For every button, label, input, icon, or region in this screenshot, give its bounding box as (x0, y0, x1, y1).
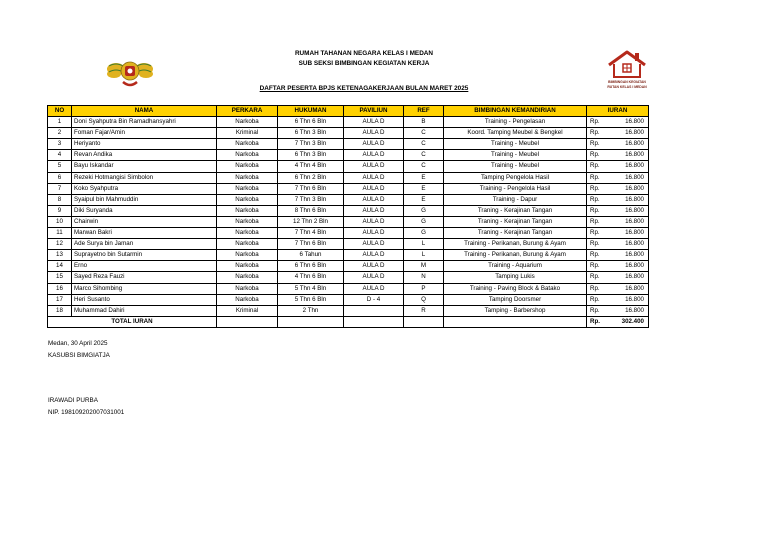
cell-ref: L (404, 250, 444, 261)
cell-ref: N (404, 272, 444, 283)
table-row (48, 283, 649, 294)
cell-nama: Diki Suryanda (72, 205, 217, 216)
table-row (48, 305, 649, 316)
cell-nama: Bayu Iskandar (72, 161, 217, 172)
cell-iuran: 16.800 (609, 139, 649, 150)
total-label: TOTAL IURAN (48, 316, 217, 327)
col-header-ref: REF (404, 106, 444, 117)
cell-no: 6 (48, 172, 72, 183)
table-row (48, 294, 649, 305)
cell-currency: Rp. (587, 216, 609, 227)
cell-hukuman: 12 Thn 2 Bln (278, 216, 344, 227)
table-row (48, 183, 649, 194)
cell-no: 17 (48, 294, 72, 305)
cell-paviliun: AULA D (344, 183, 404, 194)
table-row (48, 205, 649, 216)
cell-perkara: Narkoba (217, 205, 278, 216)
table-row (48, 128, 649, 139)
cell-bimbingan: Training - Perikanan, Burung & Ayam (444, 250, 587, 261)
table-row (48, 150, 649, 161)
cell-ref: E (404, 183, 444, 194)
cell-ref: C (404, 150, 444, 161)
cell-ref: P (404, 283, 444, 294)
col-header-iuran: IURAN (587, 106, 649, 117)
cell-currency: Rp. (587, 261, 609, 272)
cell-ref: L (404, 239, 444, 250)
logo-caption-1: BIMBINGAN KEGIATAN (608, 80, 646, 84)
cell-hukuman: 6 Thn 6 Bln (278, 117, 344, 128)
cell-iuran: 16.800 (609, 239, 649, 250)
cell-hukuman: 7 Thn 6 Bln (278, 183, 344, 194)
cell-perkara: Narkoba (217, 150, 278, 161)
cell-paviliun: AULA D (344, 161, 404, 172)
cell-iuran: 16.800 (609, 117, 649, 128)
cell-perkara: Narkoba (217, 228, 278, 239)
cell-nama: Koko Syahputra (72, 183, 217, 194)
cell-hukuman: 8 Thn 6 Bln (278, 205, 344, 216)
cell-iuran: 16.800 (609, 172, 649, 183)
cell-paviliun: AULA D (344, 139, 404, 150)
cell-ref: Q (404, 294, 444, 305)
cell-bimbingan: Training - Pengelasan (444, 117, 587, 128)
cell-perkara: Narkoba (217, 250, 278, 261)
cell-currency: Rp. (587, 150, 609, 161)
cell-no: 4 (48, 150, 72, 161)
cell-iuran: 16.800 (609, 205, 649, 216)
cell-perkara: Narkoba (217, 117, 278, 128)
cell-nama: Ade Surya bin Jaman (72, 239, 217, 250)
cell-perkara: Narkoba (217, 194, 278, 205)
cell-paviliun: AULA D (344, 150, 404, 161)
cell-bimbingan: Training - Meubel (444, 139, 587, 150)
cell-paviliun: AULA D (344, 261, 404, 272)
cell-nama: Chairwin (72, 216, 217, 227)
table-row (48, 272, 649, 283)
cell-no: 11 (48, 228, 72, 239)
cell-hukuman: 2 Thn (278, 305, 344, 316)
cell-no: 7 (48, 183, 72, 194)
col-header-perkara: PERKARA (217, 106, 278, 117)
cell-iuran: 16.800 (609, 283, 649, 294)
cell-iuran: 16.800 (609, 261, 649, 272)
cell-iuran: 16.800 (609, 294, 649, 305)
cell-currency: Rp. (587, 117, 609, 128)
cell-ref: M (404, 261, 444, 272)
cell-currency: Rp. (587, 205, 609, 216)
cell-hukuman: 5 Thn 6 Bln (278, 294, 344, 305)
cell-paviliun: AULA D (344, 172, 404, 183)
cell-no: 5 (48, 161, 72, 172)
cell-ref: G (404, 228, 444, 239)
cell-no: 14 (48, 261, 72, 272)
cell-currency: Rp. (587, 194, 609, 205)
cell-hukuman: 7 Thn 6 Bln (278, 239, 344, 250)
cell-bimbingan: Tamping - Barbershop (444, 305, 587, 316)
cell-nama: Heriyanto (72, 139, 217, 150)
cell-nama: Syaipul bin Mahmuddin (72, 194, 217, 205)
signer-nip: NIP. 198109202007031001 (48, 409, 125, 416)
cell-ref: G (404, 216, 444, 227)
col-header-nama: NAMA (72, 106, 217, 117)
cell-nama: Sayed Reza Fauzi (72, 272, 217, 283)
cell-nama: Revan Andika (72, 150, 217, 161)
cell-paviliun: AULA D (344, 283, 404, 294)
table-row (48, 261, 649, 272)
department-name: SUB SEKSI BIMBINGAN KEGIATAN KERJA (298, 60, 430, 67)
cell-no: 16 (48, 283, 72, 294)
col-header-bimbingan: BIMBINGAN KEMANDIRIAN (444, 106, 587, 117)
cell-no: 13 (48, 250, 72, 261)
cell-currency: Rp. (587, 183, 609, 194)
cell-no: 12 (48, 239, 72, 250)
cell-currency: Rp. (587, 305, 609, 316)
cell-no: 9 (48, 205, 72, 216)
logo-caption-2: RUTAN KELAS I MEDAN (607, 85, 647, 89)
cell-bimbingan: Tamping Lukis (444, 272, 587, 283)
cell-ref: C (404, 161, 444, 172)
col-header-no: NO (48, 106, 72, 117)
total-amount: 302.400 (609, 316, 649, 327)
cell-perkara: Kriminal (217, 128, 278, 139)
cell-nama: Suprayetno bin Sutarmin (72, 250, 217, 261)
cell-iuran: 16.800 (609, 150, 649, 161)
cell-ref: C (404, 128, 444, 139)
table-row (48, 250, 649, 261)
cell-iuran: 16.800 (609, 128, 649, 139)
total-currency: Rp. (587, 316, 609, 327)
col-header-hukuman: HUKUMAN (278, 106, 344, 117)
cell-bimbingan: Traning - Kerajinan Tangan (444, 205, 587, 216)
cell-nama: Erno (72, 261, 217, 272)
cell-iuran: 16.800 (609, 305, 649, 316)
cell-ref: C (404, 139, 444, 150)
cell-nama: Rezeki Hotmangisi Simbolon (72, 172, 217, 183)
cell-paviliun (344, 305, 404, 316)
place-date: Medan, 30 April 2025 (48, 340, 108, 347)
cell-paviliun: AULA D (344, 205, 404, 216)
cell-iuran: 16.800 (609, 161, 649, 172)
cell-bimbingan: Training - Meubel (444, 161, 587, 172)
institution-name: RUMAH TAHANAN NEGARA KELAS I MEDAN (294, 50, 434, 57)
table-row (48, 228, 649, 239)
cell-bimbingan: Training - Meubel (444, 150, 587, 161)
signer-position: KASUBSI BIMGIATJA (48, 352, 110, 359)
cell-currency: Rp. (587, 128, 609, 139)
cell-paviliun: AULA D (344, 239, 404, 250)
cell-hukuman: 7 Thn 3 Bln (278, 139, 344, 150)
table-header-row (48, 106, 649, 117)
cell-paviliun: AULA D (344, 272, 404, 283)
cell-nama: Marwan Bakri (72, 228, 217, 239)
table-row (48, 161, 649, 172)
col-header-paviliun: PAVILIUN (344, 106, 404, 117)
cell-no: 2 (48, 128, 72, 139)
table-row (48, 216, 649, 227)
cell-bimbingan: Training - Dapur (444, 194, 587, 205)
cell-currency: Rp. (587, 294, 609, 305)
cell-iuran: 16.800 (609, 216, 649, 227)
cell-ref: R (404, 305, 444, 316)
table-body (48, 117, 649, 317)
cell-bimbingan: Tamping Doorsmer (444, 294, 587, 305)
cell-nama: Muhammad Dahiri (72, 305, 217, 316)
cell-bimbingan: Training - Aquarium (444, 261, 587, 272)
cell-perkara: Narkoba (217, 294, 278, 305)
cell-hukuman: 6 Thn 6 Bln (278, 261, 344, 272)
cell-paviliun: AULA D (344, 194, 404, 205)
cell-nama: Heri Susanto (72, 294, 217, 305)
cell-bimbingan: Traning - Kerajinan Tangan (444, 216, 587, 227)
cell-perkara: Narkoba (217, 172, 278, 183)
cell-paviliun: AULA D (344, 128, 404, 139)
cell-currency: Rp. (587, 272, 609, 283)
cell-perkara: Narkoba (217, 216, 278, 227)
cell-hukuman: 6 Tahun (278, 250, 344, 261)
cell-hukuman: 7 Thn 3 Bln (278, 194, 344, 205)
cell-no: 18 (48, 305, 72, 316)
cell-perkara: Narkoba (217, 283, 278, 294)
cell-currency: Rp. (587, 139, 609, 150)
cell-iuran: 16.800 (609, 272, 649, 283)
cell-perkara: Narkoba (217, 261, 278, 272)
cell-paviliun: AULA D (344, 250, 404, 261)
cell-bimbingan: Traning - Kerajinan Tangan (444, 228, 587, 239)
document-title: DAFTAR PESERTA BPJS KETENAGAKERJAAN BULAN MARET 2025 (259, 85, 469, 92)
cell-no: 10 (48, 216, 72, 227)
cell-iuran: 16.800 (609, 194, 649, 205)
cell-currency: Rp. (587, 239, 609, 250)
table-row (48, 194, 649, 205)
cell-ref: G (404, 205, 444, 216)
cell-bimbingan: Koord. Tamping Meubel & Bengkel (444, 128, 587, 139)
cell-currency: Rp. (587, 250, 609, 261)
table-row (48, 117, 649, 128)
cell-ref: E (404, 194, 444, 205)
signer-name: IRAWADI PURBA (48, 397, 98, 404)
cell-no: 15 (48, 272, 72, 283)
cell-perkara: Narkoba (217, 239, 278, 250)
cell-perkara: Narkoba (217, 161, 278, 172)
cell-hukuman: 4 Thn 6 Bln (278, 272, 344, 283)
cell-iuran: 16.800 (609, 250, 649, 261)
cell-paviliun: D - 4 (344, 294, 404, 305)
cell-bimbingan: Tamping Pengelola Hasil (444, 172, 587, 183)
cell-iuran: 16.800 (609, 183, 649, 194)
cell-bimbingan: Training - Perikanan, Burung & Ayam (444, 239, 587, 250)
table-row (48, 172, 649, 183)
cell-nama: Foman Fajar/Amin (72, 128, 217, 139)
cell-perkara: Narkoba (217, 183, 278, 194)
table-row (48, 139, 649, 150)
cell-no: 3 (48, 139, 72, 150)
cell-perkara: Narkoba (217, 272, 278, 283)
cell-perkara: Narkoba (217, 139, 278, 150)
cell-hukuman: 5 Thn 4 Bln (278, 283, 344, 294)
cell-nama: Marco Sihombing (72, 283, 217, 294)
total-row (48, 316, 649, 327)
cell-perkara: Kriminal (217, 305, 278, 316)
cell-ref: B (404, 117, 444, 128)
cell-nama: Doni Syahputra Bin Ramadhansyahri (72, 117, 217, 128)
cell-currency: Rp. (587, 172, 609, 183)
cell-bimbingan: Training - Paving Block & Batako (444, 283, 587, 294)
cell-ref: E (404, 172, 444, 183)
cell-no: 1 (48, 117, 72, 128)
cell-hukuman: 7 Thn 4 Bln (278, 228, 344, 239)
cell-hukuman: 6 Thn 2 Bln (278, 172, 344, 183)
cell-currency: Rp. (587, 283, 609, 294)
cell-paviliun: AULA D (344, 117, 404, 128)
cell-no: 8 (48, 194, 72, 205)
cell-iuran: 16.800 (609, 228, 649, 239)
cell-bimbingan: Training - Pengelola Hasil (444, 183, 587, 194)
cell-currency: Rp. (587, 161, 609, 172)
table-row (48, 239, 649, 250)
cell-hukuman: 6 Thn 3 Bln (278, 150, 344, 161)
cell-paviliun: AULA D (344, 228, 404, 239)
cell-currency: Rp. (587, 228, 609, 239)
participant-table (47, 105, 649, 328)
cell-hukuman: 6 Thn 3 Bln (278, 128, 344, 139)
cell-hukuman: 4 Thn 4 Bln (278, 161, 344, 172)
cell-paviliun: AULA D (344, 216, 404, 227)
